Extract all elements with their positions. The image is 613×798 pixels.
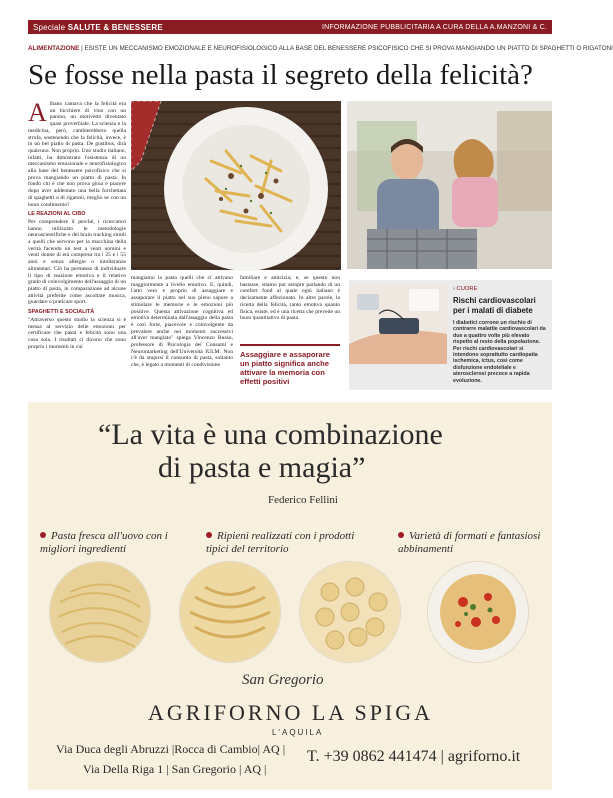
blood-pressure-photo bbox=[349, 284, 447, 364]
ad-quote bbox=[98, 418, 498, 484]
tagliatelle-image bbox=[180, 562, 280, 662]
dropcap: A bbox=[28, 98, 47, 127]
sidebar-title: Rischi cardiovascolari per i malati di diabete bbox=[453, 296, 536, 315]
pasta-dish-image bbox=[428, 562, 528, 662]
ad-feature-2 bbox=[206, 530, 376, 556]
article-column-3 bbox=[240, 275, 340, 339]
section-title: SALUTE & BENESSERE bbox=[67, 22, 163, 32]
bullet-dot-icon bbox=[206, 532, 212, 538]
article-headline: Se fosse nella pasta il segreto della felicità? bbox=[28, 59, 533, 91]
contact-info: T. +39 0862 441474 | agriforno.it bbox=[307, 748, 521, 765]
kicker-text: ESISTE UN MECCANISMO EMOZIONALE E NEUROFISIOLOGICO ALLA BASE DEL BENESSERE PSICOFISICO CHE SI PROVA MANGIANDO UN PIATTO DI SPAGHETTI O RIGATONI bbox=[84, 45, 613, 52]
article-paragraph-3: "Attraverso questo studio la scienza si è messa al servizio delle emozioni per certificare che pasta e felicità sono una cosa sola. I risultati ci dicono che sono proprio i momenti in cui bbox=[28, 316, 126, 350]
pull-quote: Assaggiare e assaporare un piatto significa anche attivare la memoria con effetti positivi bbox=[240, 344, 340, 386]
article-column-1 bbox=[28, 98, 126, 389]
pasta-dish-photo bbox=[131, 101, 341, 270]
article-column-2 bbox=[131, 275, 233, 389]
sidebar-label-text: CUORE bbox=[456, 286, 478, 292]
ad-quote-line-2: di pasta e magia” bbox=[158, 451, 366, 484]
sidebar-label: › CUORE bbox=[453, 286, 478, 292]
article-paragraph-5: familiare e amicizia; e, se questo non bastasse, stiamo pur sempre parlando di un comfort food al quale ogni italiano è decisamente affezionato. In altre parole, la ricetta della felicità, tanto emotiva quanto fisica, esiste; ed è una ricetta che prevede un buon quantitativo di pasta. bbox=[240, 275, 340, 322]
pasta-advertisement bbox=[28, 402, 552, 790]
brand-city: L'AQUILA bbox=[272, 728, 324, 737]
signature-logo: San Gregorio bbox=[242, 672, 324, 688]
sidebar-text: I diabetici corrono un rischio di contrarre malattie cardiovascolari da due a quattro volte più elevato rispetto al resto della popolazione. Per rischi cardiovascolari si intendono soprattutto cardiopatia ischemica, ictus, così come disfunzione endoteliale e aterosclerosi precoce a rapida evoluzione. bbox=[453, 320, 546, 384]
section-header-bar bbox=[28, 20, 552, 34]
section-name bbox=[33, 23, 163, 32]
subheading-socialita: SPAGHETTI E SOCIALITÀ bbox=[28, 309, 95, 316]
sidebar-box-diabetes bbox=[349, 280, 552, 390]
bullet-dot-icon bbox=[398, 532, 404, 538]
family-photo bbox=[347, 101, 552, 269]
address-line-2: Via Della Riga 1 | San Gregorio | AQ | bbox=[83, 762, 267, 776]
fresh-pasta-nests-image bbox=[50, 562, 150, 662]
ad-quote-author: Federico Fellini bbox=[268, 494, 338, 506]
article-intro: lbano cantava che la felicità era un bicchiere di vino con un panino, un motivetto diventato quasi proverbiale. La scienza e la medicina, però, cambierebbero quella strofa, sostenendo che la felicità, invece, è in un bel piatto di pasta. De gustibus, dirà qualcuno. Non proprio. Uno studio italiano, infatti, ha dimostrato l'esistenza di un meccanismo emozionale e neurofisiologico alla base del benessere psicofisico che si prova mangiando un piatto di pasta. In fondo chi è che non prova gioia e piacere dopo aver addentato una bella forchettata di spaghetti o di rigatoni, meglio se con un buon condimento? bbox=[28, 101, 126, 208]
article-paragraph-2: Per comprendere il perché, i ricercatori hanno utilizzato le metodologie neuroscientifiche e del brain tracking simili a quelli che servono per la macchina della verità facendo un test a venti uomini e venti donne di età compresa tra i 25 e i 55 anni e senza allergie o intolleranze alimentari. Ciò ha permesso di individuare il tipo di reazione emotiva e il relativo grado di coinvolgimento dell'assaggio di un piatto di pasta, in comparazione ad alcune attività preferite come ascoltare musica, guardare o praticare sport. bbox=[28, 218, 126, 306]
kicker-separator: | bbox=[81, 45, 83, 52]
ad-feature-3-text: Varietà di formati e fantasiosi abbinamenti bbox=[398, 530, 541, 555]
section-prefix: Speciale bbox=[33, 22, 66, 32]
article-paragraph-4: mangiamo la pasta quelli che ci attivano maggiormente a livello emotivo. E, quindi, l'atto vero e proprio di assaggiare e assaporare il piatto nel suo pieno sapore a stimolare le memorie e le emozioni più positive. Questa attivazione cognitiva ed emotiva determinata dall'assaggio della pasta è così forte, piacevole e coinvolgente da prevalere anche nei momenti successivi all'aver mangiato" spiega Vincenzo Russo, professore di Psicologia dei Consumi e Neuromarketing dell'Università IULM. Non c'è da stupirsi il consumo di pasta, soltanto che, è legato a momenti di condivisione bbox=[131, 275, 233, 369]
bullet-dot-icon bbox=[40, 532, 46, 538]
article-kicker bbox=[28, 45, 613, 52]
ad-feature-2-text: Ripieni realizzati con i prodotti tipici del territorio bbox=[206, 530, 355, 555]
ravioli-image bbox=[300, 562, 400, 662]
ad-quote-line-1: “La vita è una combinazione bbox=[98, 418, 443, 451]
kicker-tag: ALIMENTAZIONE bbox=[28, 45, 80, 52]
address-line-1: Via Duca degli Abruzzi |Rocca di Cambio| AQ | bbox=[56, 742, 286, 756]
brand-name: AGRIFORNO LA SPIGA bbox=[148, 700, 434, 725]
ad-feature-3 bbox=[398, 530, 548, 556]
subheading-reazioni: LE REAZIONI AL CIBO bbox=[28, 211, 86, 218]
ad-feature-1-text: Pasta fresca all'uovo con i migliori ingredienti bbox=[40, 530, 168, 555]
promo-notice: INFORMAZIONE PUBBLICITARIA A CURA DELLA A.MANZONI & C. bbox=[322, 23, 547, 31]
ad-feature-1 bbox=[40, 530, 200, 556]
